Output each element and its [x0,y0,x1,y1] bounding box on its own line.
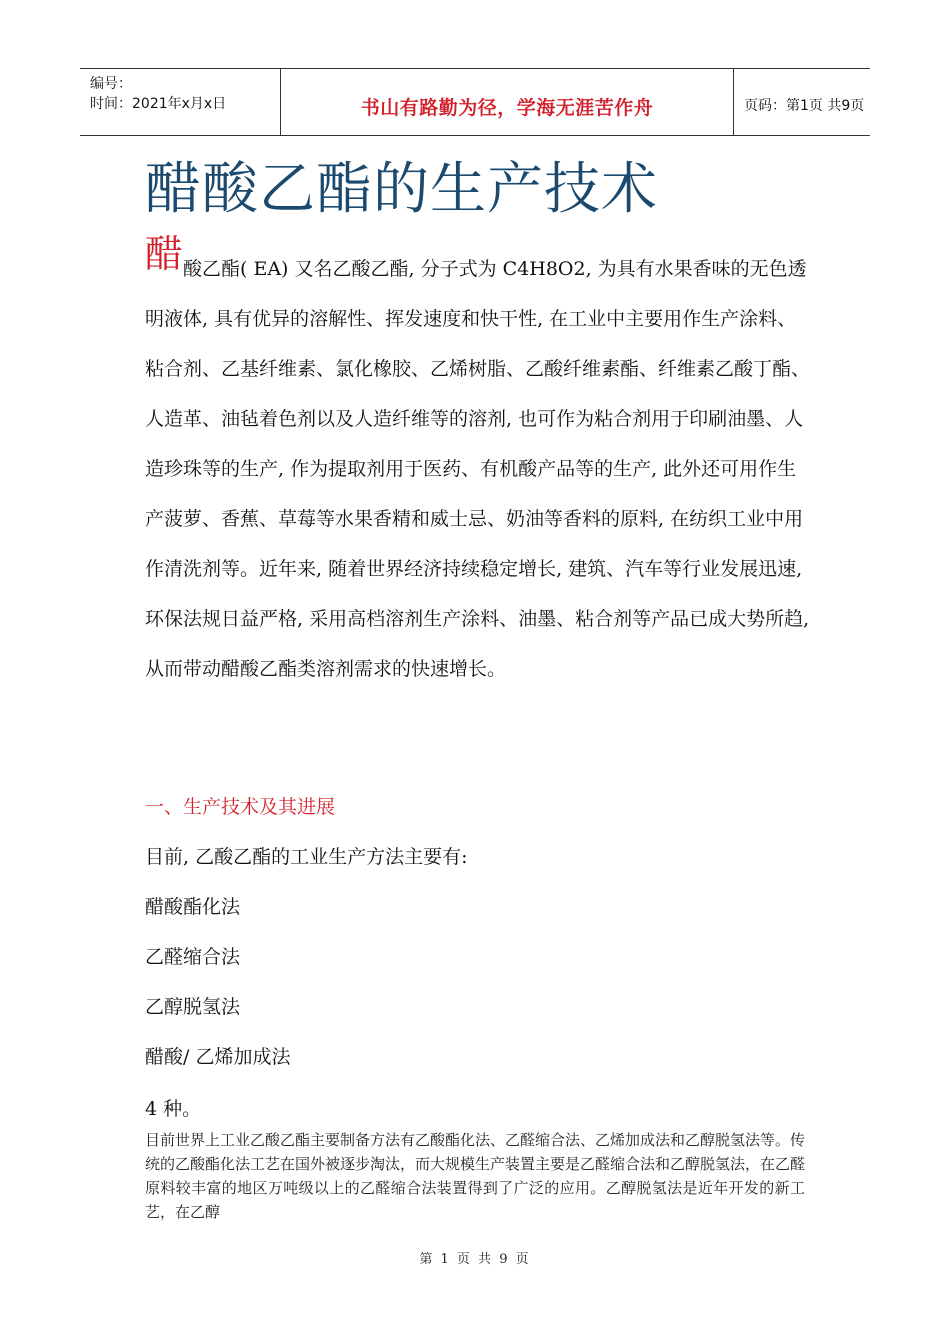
method-count: 4 种。 [145,1098,202,1120]
drop-cap: 醋 [145,232,184,276]
header-meta-cell [80,69,280,135]
page-footer: 第 1 页 共 9 页 [419,1252,531,1267]
method-item: 醋酸酯化法 [145,896,241,918]
header-time-label: 时间：2021年x月x日 [90,96,227,112]
document-header [80,68,870,136]
document-title: 醋酸乙酯的生产技术 [145,157,658,222]
intro-paragraph [145,232,811,694]
method-item: 乙醛缩合法 [145,946,241,968]
method-item: 醋酸/ 乙烯加成法 [145,1046,291,1068]
small-paragraph: 目前世界上工业乙酸乙酯主要制备方法有乙酸酯化法、乙醛缩合法、乙烯加成法和乙醇脱氢法等。传统的乙酸酯化法工艺在国外被逐步淘汰，而大规模生产装置主要是乙醛缩合法和乙醇脱氢法，在乙醛原料较丰富的地区万吨级以上的乙醛缩合法装置得到了广泛的应用。乙醇脱氢法是近年开发的新工艺，在乙醇 [145,1131,806,1221]
header-motto-cell [280,69,734,135]
header-number-label: 编号： [90,76,132,92]
method-item: 乙醇脱氢法 [145,996,241,1018]
header-page-info: 页码：第1页 共9页 [744,98,865,114]
intro-text: 酸乙酯( EA) 又名乙酸乙酯, 分子式为 C4H8O2, 为具有水果香味的无色透明液体, 具有优异的溶解性、挥发速度和快干性, 在工业中主要用作生产涂料、粘合剂、乙基纤维素、氯化橡胶、乙烯树脂、乙酸纤维素酯、纤维素乙酸丁酯、人造革、油毡着色剂以及人造纤维等的溶剂, 也可作为粘合剂用于印刷油墨、人造珍珠等的生产, 作为提取剂用于医药、有机酸产品等的生产, 此外还可用作生产菠萝、香蕉、草莓等水果香精和威士忌、奶油等香料的原料, 在纺织工业中用作清洗剂等。近年来, 随着世界经济持续稳定增长, 建筑、汽车等行业发展迅速, 环保法规日益严格, 采用高档溶剂生产涂料、油墨、粘合剂等产品已成大势所趋, 从而带动醋酸乙酯类溶剂需求的快速增长。 [145,258,811,680]
section-heading: 一、生产技术及其进展 [145,796,336,818]
section-lead: 目前, 乙酸乙酯的工业生产方法主要有: [145,846,468,868]
header-page-cell [734,69,870,135]
header-motto: 书山有路勤为径，学海无涯苦作舟 [360,97,654,119]
